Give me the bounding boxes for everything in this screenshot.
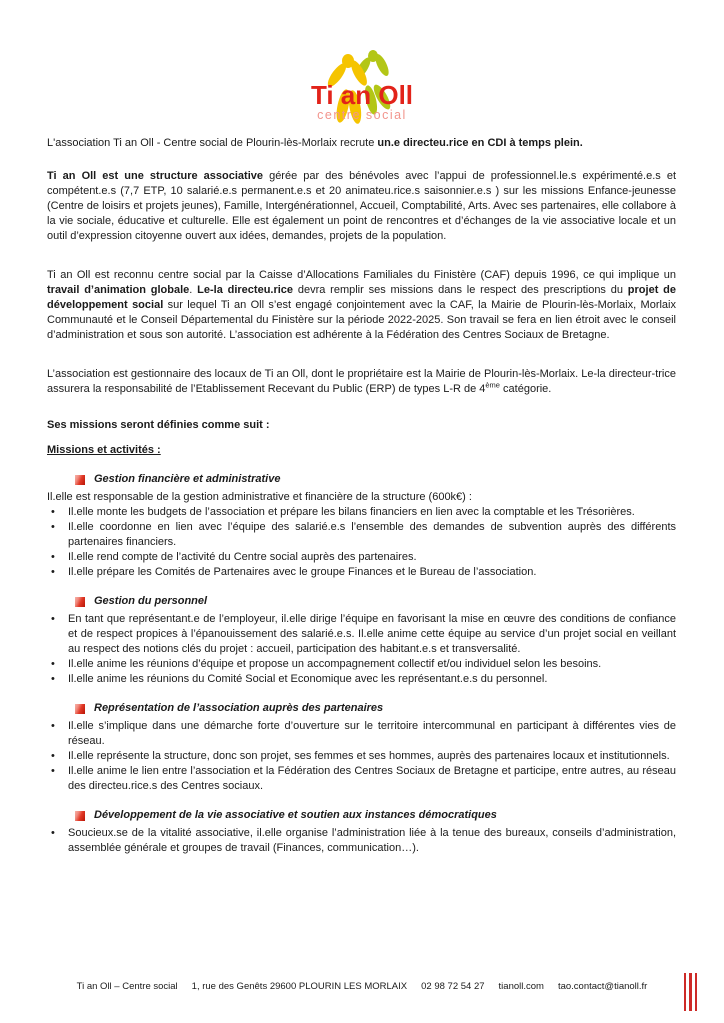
section-heading-gestion-financiere bbox=[47, 472, 676, 487]
bullet-list-representation bbox=[47, 719, 676, 794]
locaux-text-1: L’association est gestionnaire des locaux de Ti an Oll, dont le propriétaire est la Mairie de Plourin-lès-Morlaix. Le-la directeur-trice assurera la responsabilité de l’Etablissement Recevant du Public (ERP) de types L-R de 4 bbox=[47, 368, 676, 395]
list-item: • Il.elle monte les budgets de l’association et prépare les bilans financiers en lien avec la comptable et les Trésorières. bbox=[47, 505, 676, 520]
red-square-bullet-icon bbox=[75, 597, 85, 607]
intro-paragraph bbox=[47, 136, 676, 151]
caf-paragraph bbox=[47, 268, 676, 343]
missions-heading-text: Missions et activités : bbox=[47, 444, 161, 456]
footer-org: Ti an Oll – Centre social bbox=[76, 981, 178, 992]
list-item: • En tant que représentant.e de l’employeur, il.elle dirige l’équipe en favorisant la mise en œuvre des conditions de confiance et de respect propices à l’épanouissement des salarié.e.s. Il.elle anime cette équipe au service d’un projet social en veillant au respect des notions clés du projet : accueil, participation des habitant.e.s et transversalité. bbox=[47, 612, 676, 657]
list-item: • Soucieux.se de la vitalité associative, il.elle organise l’administration liée à la tenue des bureaux, conseils d’administration, assemblée générale et groupes de travail (Finances, communication…). bbox=[47, 826, 676, 856]
list-item: • Il.elle coordonne en lien avec l’équipe des salarié.e.s l’ensemble des demandes de subvention auprès des différents partenaires financiers. bbox=[47, 520, 676, 550]
list-item: • Il.elle prépare les Comités de Partenaires avec le groupe Finances et le Bureau de l’association. bbox=[47, 565, 676, 580]
logo-title: Ti an Oll bbox=[310, 80, 414, 110]
list-item: • Il.elle anime les réunions d’équipe et propose un accompagnement collectif et/ou individuel selon les besoins. bbox=[47, 657, 676, 672]
section-title: Gestion du personnel bbox=[94, 595, 208, 607]
section-title: Développement de la vie associative et soutien aux instances démocratiques bbox=[94, 809, 497, 821]
list-item: • Il.elle anime le lien entre l’association et la Fédération des Centres Sociaux de Bretagne et participe, entre autres, au réseau des directeu.rice.s des Centres sociaux. bbox=[47, 764, 676, 794]
section-intro: Il.elle est responsable de la gestion administrative et financière de la structure (600k€) : bbox=[47, 491, 472, 503]
section-heading-vie-associative bbox=[47, 808, 676, 823]
section-title: Représentation de l’association auprès des partenaires bbox=[94, 702, 384, 714]
footer-email: tao.contact@tianoll.fr bbox=[557, 981, 648, 992]
list-item: • Il.elle anime les réunions du Comité Social et Economique avec les représentant.e.s du personnel. bbox=[47, 672, 676, 687]
structure-paragraph bbox=[47, 169, 676, 244]
caf-bold-animation: travail d’animation globale bbox=[47, 284, 190, 296]
caf-bold-directeur: Le-la directeu.rice bbox=[197, 284, 294, 296]
footer-phone: 02 98 72 54 27 bbox=[421, 981, 485, 992]
intro-text: L'association Ti an Oll - Centre social de Plourin-lès-Morlaix recrute bbox=[47, 137, 378, 149]
list-item: • Il.elle représente la structure, donc son projet, ses femmes et ses hommes, auprès des partenaires locaux et institutionnels. bbox=[47, 749, 676, 764]
red-square-bullet-icon bbox=[75, 704, 85, 714]
section-heading-representation bbox=[47, 701, 676, 716]
section-heading-gestion-personnel bbox=[47, 594, 676, 609]
structure-bold: Ti an Oll est une structure associative bbox=[47, 170, 263, 182]
missions-heading bbox=[47, 443, 676, 458]
document-body bbox=[0, 136, 724, 856]
page-footer bbox=[0, 981, 724, 993]
locaux-paragraph bbox=[47, 367, 676, 397]
structure-text: gérée par des bénévoles avec l’appui de professionnel.le.s expérimenté.e.s et compétent.e.s (7,7 ETP, 10 salarié.e.s permanent.e.s et 20 animateu.rice.s saisonnier.e.s ) sur les missions Enfance-jeunesse (Centre de loisirs et projets jeunes), Famille, Intergénérationnel, Accueil, Comptabilité, Arts. Avec ses partenaires, elle collabore à la vie sociale, éducative et culturelle. Elle est également un point de rencontres et d’échanges de la vie associative locale et un outil d’expression citoyenne ouvert aux idées, demandes, projets de la population. bbox=[47, 170, 676, 242]
red-square-bullet-icon bbox=[75, 811, 85, 821]
bullet-list-gestion-financiere bbox=[47, 505, 676, 580]
caf-text-2: . bbox=[189, 284, 198, 296]
red-square-bullet-icon bbox=[75, 475, 85, 485]
footer-red-bars-icon bbox=[684, 973, 698, 1011]
caf-bold-projet: projet de développement social bbox=[47, 284, 676, 311]
bullet-list-vie-associative bbox=[47, 826, 676, 856]
locaux-text-2: catégorie. bbox=[499, 383, 552, 395]
footer-website: tianoll.com bbox=[498, 981, 544, 992]
locaux-superscript: ème bbox=[485, 380, 500, 390]
caf-text-4: sur lequel Ti an Oll s’est engagé conjointement avec la CAF, la Mairie de Plourin-lès-Morlaix, Morlaix Communauté et le Conseil Départemental du Finistère sur la période 2022-2025. Son travail se fera en lien étroit avec le conseil d’administration et sous son autorité. L’association est adhérente à la Fédération des Centres Sociaux de Bretagne. bbox=[47, 299, 676, 341]
footer-address: 1, rue des Genêts 29600 PLOURIN LES MORLAIX bbox=[191, 981, 408, 992]
logo-subtitle: centre social bbox=[317, 108, 407, 122]
bullet-list-gestion-personnel bbox=[47, 612, 676, 687]
intro-bold-position: un.e directeu.rice en CDI à temps plein. bbox=[377, 137, 583, 149]
logo-figures-icon bbox=[287, 48, 437, 126]
caf-text-3: devra remplir ses missions dans le respect des prescriptions du bbox=[293, 284, 628, 296]
list-item: • Il.elle rend compte de l’activité du Centre social auprès des partenaires. bbox=[47, 550, 676, 565]
logo bbox=[287, 48, 437, 126]
list-item: • Il.elle s’implique dans une démarche forte d’ouverture sur le territoire intercommunal en participant à différentes vies de réseau. bbox=[47, 719, 676, 749]
caf-text-1: Ti an Oll est reconnu centre social par la Caisse d’Allocations Familiales du Finistère (CAF) depuis 1996, ce qui implique un bbox=[47, 269, 676, 281]
missions-intro-line: Ses missions seront définies comme suit : bbox=[47, 419, 270, 431]
section-title: Gestion financière et administrative bbox=[94, 473, 281, 485]
